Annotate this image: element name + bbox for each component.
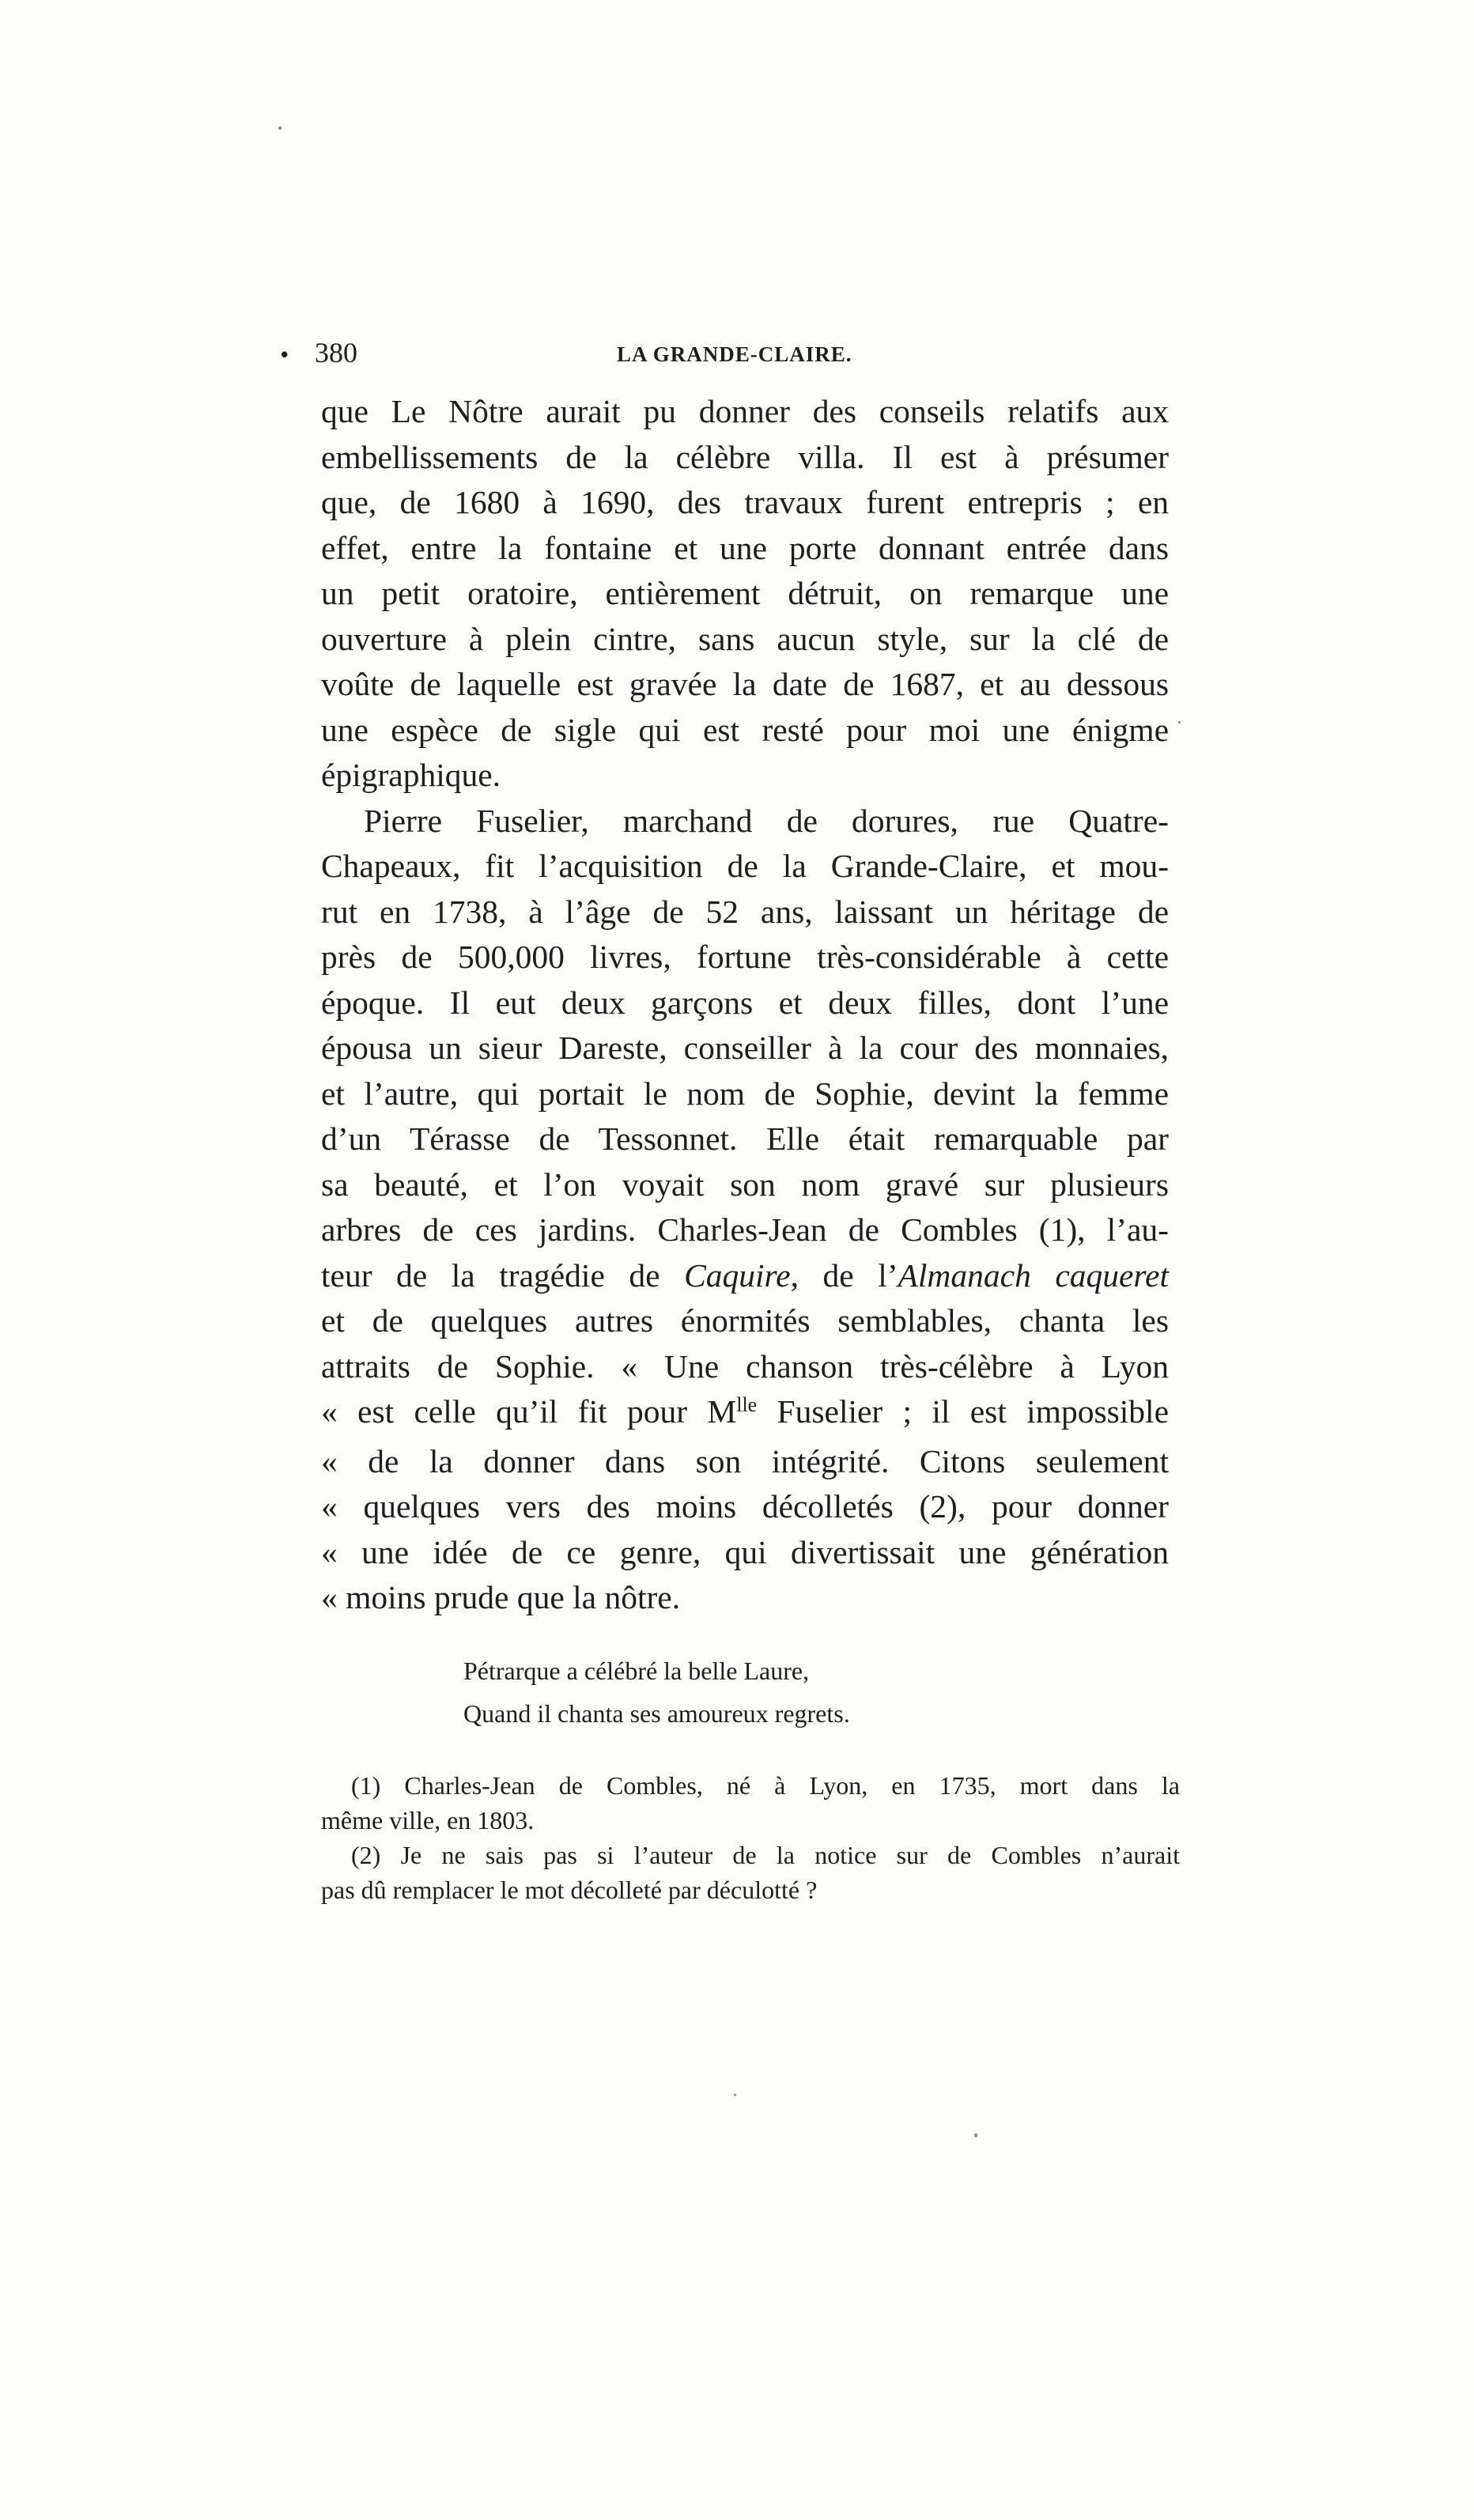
text-line: Pierre Fuselier, marchand de dorures, rue Quatre-	[364, 802, 1169, 839]
paragraph-2	[321, 799, 1169, 1621]
running-head: LA GRANDE-CLAIRE.	[617, 342, 852, 366]
text-line: « moins prude que la nôtre.	[321, 1579, 681, 1615]
verse-line: Pétrarque a célébré la belle Laure,	[463, 1657, 810, 1685]
footnote-1-line: même ville, en 1803.	[321, 1806, 535, 1834]
text-line: une espèce de sigle qui est resté pour moi une énigme	[321, 711, 1169, 748]
verse-line: Quand il chanta ses amoureux regrets.	[463, 1699, 850, 1728]
text-line: ouverture à plein cintre, sans aucun style, sur la clé de	[321, 620, 1169, 657]
footnote-1-line: (1) Charles-Jean de Combles, né à Lyon, en 1735, mort dans la	[351, 1771, 1180, 1800]
text-line: que Le Nôtre aurait pu donner des conseils relatifs aux	[321, 393, 1169, 429]
print-speck	[734, 2094, 736, 2096]
footnote-2-line: (2) Je ne sais pas si l’auteur de la notice sur de Combles n’aurait	[351, 1841, 1180, 1869]
text-line	[321, 1389, 1169, 1439]
text-line: près de 500,000 livres, fortune très-considérable à cette	[321, 939, 1169, 975]
footnote-2-line: pas dû remplacer le mot décolleté par déculotté ?	[321, 1876, 818, 1904]
text-line	[321, 1253, 1169, 1299]
superscript: lle	[736, 1393, 758, 1416]
body-text	[321, 389, 1169, 1621]
text-run: , de l’	[790, 1256, 898, 1294]
text-line: et l’autre, qui portait le nom de Sophie, devint la femme	[321, 1075, 1169, 1112]
text-line: « quelques vers des moins décolletés (2), pour donner	[321, 1488, 1169, 1524]
print-speck	[1178, 721, 1181, 724]
verse-quote	[463, 1649, 850, 1735]
text-line: attraits de Sophie. « Une chanson très-célèbre à Lyon	[321, 1347, 1169, 1385]
paragraph-1	[321, 389, 1169, 799]
page-header	[278, 336, 1172, 383]
text-line: arbres de ces jardins. Charles-Jean de Combles (1), l’au-	[321, 1211, 1169, 1248]
text-line: Chapeaux, fit l’acquisition de la Grande-Claire, et mou-	[321, 848, 1169, 884]
text-line: époque. Il eut deux garçons et deux filles, dont l’une	[321, 984, 1169, 1021]
text-line: « de la donner dans son intégrité. Citons seulement	[321, 1442, 1169, 1479]
text-line: « une idée de ce genre, qui divertissait une génération	[321, 1533, 1169, 1570]
text-line: que, de 1680 à 1690, des travaux furent entrepris ; en	[321, 484, 1169, 520]
text-line: rut en 1738, à l’âge de 52 ans, laissant un héritage de	[321, 893, 1169, 930]
text-line: embellissements de la célèbre villa. Il est à présumer	[321, 438, 1169, 475]
header-bullet-mark: •	[278, 344, 291, 368]
text-line: épigraphique.	[321, 757, 501, 793]
text-line: épousa un sieur Dareste, conseiller à la cour des monnaies,	[321, 1030, 1169, 1066]
text-line: d’un Térasse de Tessonnet. Elle était remarquable par	[321, 1120, 1169, 1157]
print-speck	[974, 2133, 977, 2137]
print-speck	[278, 127, 282, 130]
text-run: teur de la tragédie de	[321, 1256, 685, 1294]
text-line: sa beauté, et l’on voyait son nom gravé sur plusieurs	[321, 1166, 1169, 1203]
italic-title-almanach: Almanach caqueret	[898, 1256, 1169, 1294]
text-line: effet, entre la fontaine et une porte donnant entrée dans	[321, 529, 1169, 566]
footnotes	[321, 1768, 1180, 1907]
text-run: Fuselier ; il est impossible	[757, 1393, 1169, 1430]
text-line: un petit oratoire, entièrement détruit, on remarque une	[321, 575, 1169, 611]
page-number: 380	[315, 337, 357, 368]
italic-title-caquire: Caquire	[684, 1256, 791, 1294]
text-line: et de quelques autres énormités semblables, chanta les	[321, 1302, 1169, 1339]
text-run: « est celle qu’il fit pour M	[321, 1393, 737, 1430]
text-line: voûte de laquelle est gravée la date de 1687, et au dessous	[321, 666, 1169, 702]
